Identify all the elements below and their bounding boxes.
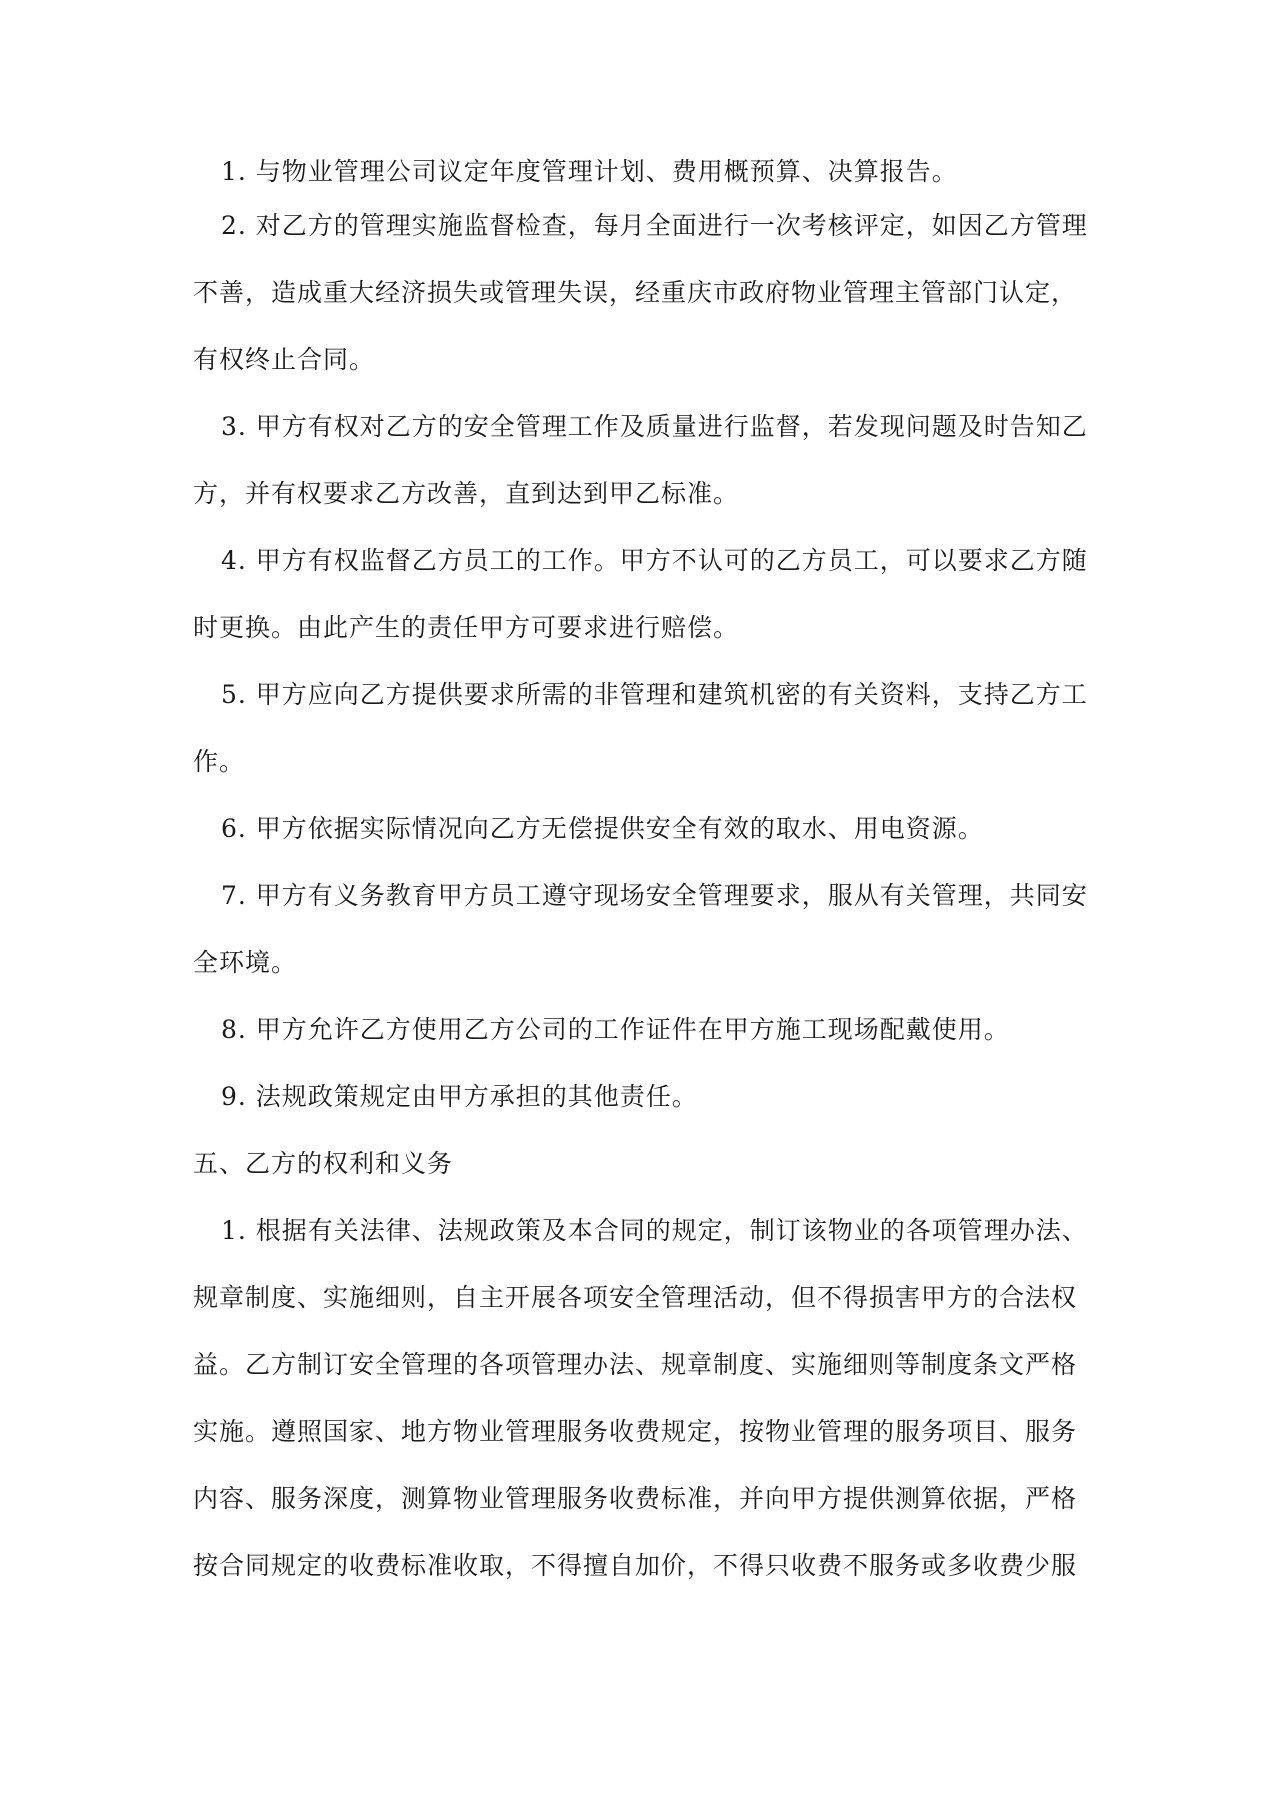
paragraph-line: 方，并有权要求乙方改善，直到达到甲乙标准。 — [193, 479, 740, 508]
paragraph-line: 7. 甲方有义务教育甲方员工遵守现场安全管理要求，服从有关管理，共同安 — [221, 881, 1088, 910]
paragraph-line: 益。乙方制订安全管理的各项管理办法、规章制度、实施细则等制度条文严格 — [193, 1350, 1078, 1379]
paragraph-line: 规章制度、实施细则，自主开展各项安全管理活动，但不得损害甲方的合法权 — [193, 1283, 1078, 1312]
paragraph-line: 9. 法规政策规定由甲方承担的其他责任。 — [221, 1082, 698, 1111]
paragraph-line: 1. 根据有关法律、法规政策及本合同的规定，制订该物业的各项管理办法、 — [221, 1216, 1088, 1245]
document-body — [193, 152, 1093, 1599]
paragraph-line: 6. 甲方依据实际情况向乙方无偿提供安全有效的取水、用电资源。 — [221, 814, 984, 843]
paragraph-line: 实施。遵照国家、地方物业管理服务收费规定，按物业管理的服务项目、服务 — [193, 1417, 1078, 1446]
paragraph-line: 有权终止合同。 — [193, 345, 376, 374]
paragraph-line: 按合同规定的收费标准收取，不得擅自加价，不得只收费不服务或多收费少服 — [193, 1551, 1078, 1580]
paragraph-line: 5. 甲方应向乙方提供要求所需的非管理和建筑机密的有关资料，支持乙方工 — [221, 680, 1088, 709]
paragraph-line: 8. 甲方允许乙方使用乙方公司的工作证件在甲方施工现场配戴使用。 — [221, 1015, 1010, 1044]
paragraph-line: 内容、服务深度，测算物业管理服务收费标准，并向甲方提供测算依据，严格 — [193, 1484, 1078, 1513]
paragraph-line: 时更换。由此产生的责任甲方可要求进行赔偿。 — [193, 613, 740, 642]
paragraph-line: 不善，造成重大经济损失或管理失误，经重庆市政府物业管理主管部门认定， — [193, 278, 1078, 307]
paragraph-line: 3. 甲方有权对乙方的安全管理工作及质量进行监督，若发现问题及时告知乙 — [221, 412, 1088, 441]
paragraph-line: 1. 与物业管理公司议定年度管理计划、费用概预算、决算报告。 — [221, 157, 958, 186]
paragraph-line: 2. 对乙方的管理实施监督检查，每月全面进行一次考核评定，如因乙方管理 — [221, 211, 1088, 240]
section-heading: 五、乙方的权利和义务 — [193, 1149, 454, 1178]
paragraph-line: 作。 — [193, 747, 246, 776]
paragraph-line: 4. 甲方有权监督乙方员工的工作。甲方不认可的乙方员工，可以要求乙方随 — [221, 546, 1088, 575]
paragraph-line: 全环境。 — [193, 948, 298, 977]
